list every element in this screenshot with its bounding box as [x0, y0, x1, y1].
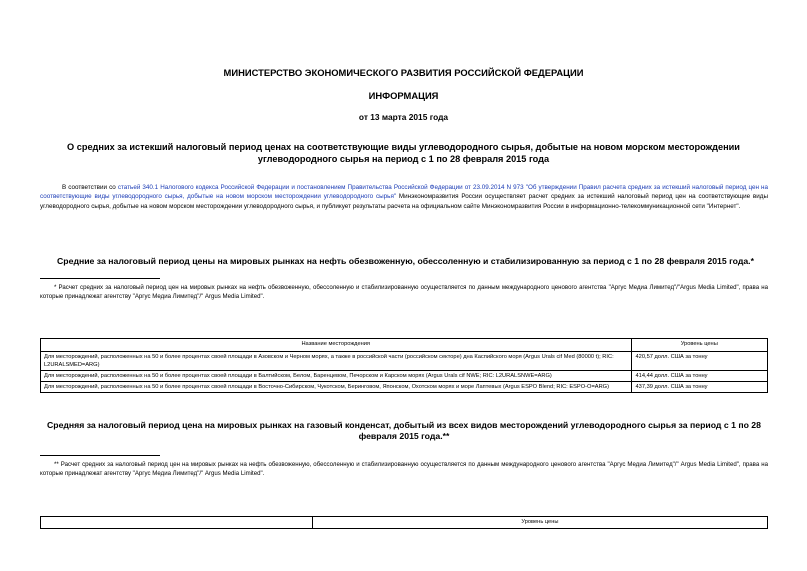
- field-name-cell: Для месторождений, расположенных на 50 и более процентах своей площади в Азовском и Черном морях, а также в российской части (российском секторе) дна Каспийского моря (Argus Urals cif Med (80000 t); RIC: L2URALSMED=ARG): [41, 352, 632, 371]
- table-row: [41, 382, 768, 393]
- column-header-empty: [41, 517, 313, 529]
- oil-footnote: * Расчет средних за налоговый период цен на мировых рынках на нефть обезвоженную, обессоленную и стабилизированную осуществляется по данным международного ценового агентства "Аргус Медиа Лимитед"/"Argus Media Limited", права на которые принадлежат агентству "Аргус Медиа Лимитед"/" Argus Media Limited".: [40, 284, 768, 301]
- footnote-divider: [40, 455, 160, 456]
- oil-section-heading: Средние за налоговый период цены на мировых рынках на нефть обезвоженную, обессоленную и стабилизированную за период с 1 по 28 февраля 2015 года.*: [57, 256, 754, 266]
- column-header-price: Уровень цены: [312, 517, 767, 529]
- table-row: [41, 352, 768, 371]
- field-name-cell: Для месторождений, расположенных на 50 и более процентах своей площади в Восточно-Сибирском, Чукотском, Беринговом, Японском, Охотском морях и море Лаптевых (Argus ESPO Blend; RIC: ESPO-O=ARG): [41, 382, 632, 393]
- intro-before: В соответствии со: [62, 184, 118, 191]
- intro-after: Минэкономразвития России осуществляет расчет средних за истекший налоговый период цен на соответствующие виды углеводородного сырья, добытые на новом морском месторождении углеводородного сырья, и публикует результаты расчета на официальном сайте Минэкономразвития России в информационно-телекоммуникационной сети "Интернет".: [40, 193, 768, 210]
- price-cell: 420,57 долл. США за тонну: [631, 352, 768, 371]
- intro-paragraph: [40, 183, 768, 211]
- condensate-section-heading: Средняя за налоговый период цена на мировых рынках на газовый конденсат, добытый из всех видов месторождений углеводородного сырья за период с 1 по 28 февраля 2015 года.**: [47, 420, 761, 441]
- table-header-row: [41, 339, 768, 352]
- column-header-price: Уровень цены: [631, 339, 768, 352]
- price-cell: 437,39 долл. США за тонну: [631, 382, 768, 393]
- document-type: ИНФОРМАЦИЯ: [368, 90, 439, 101]
- price-cell: 414,44 долл. США за тонну: [631, 371, 768, 382]
- ministry-title: МИНИСТЕРСТВО ЭКОНОМИЧЕСКОГО РАЗВИТИЯ РОССИЙСКОЙ ФЕДЕРАЦИИ: [223, 67, 584, 78]
- condensate-footnote: ** Расчет средних за налоговый период цен на мировых рынках на нефть обезвоженную, обессоленную и стабилизированную осуществляется по данным международного ценового агентства "Аргус Медиа Лимитед"/" Argus Media Limited", права на которые принадлежат агентству "Аргус Медиа Лимитед"/" Argus Media Limited".: [40, 461, 768, 478]
- table-header-row: [41, 517, 768, 529]
- column-header-field-name: Название месторождения: [41, 339, 632, 352]
- document-date: от 13 марта 2015 года: [358, 112, 449, 122]
- table-row: [41, 371, 768, 382]
- document-title: О средних за истекший налоговый период ценах на соответствующие виды углеводородного сырья, добытые на новом морском месторождении углеводородного сырья на период с 1 по 28 февраля 2015 года: [67, 142, 740, 164]
- condensate-price-table: [40, 516, 768, 529]
- field-name-cell: Для месторождений, расположенных на 50 и более процентах своей площади в Балтийском, Белом, Баренцевом, Печорском и Карском морях (Argus Urals cif NWE; RIC: L2URALSNWE=ARG): [41, 371, 632, 382]
- legal-reference-link[interactable]: статьей 340.1 Налогового кодекса Российской Федерации и постановлением Правительства Российской Федерации от 23.09.2014 N 973 "Об утверждении Правил расчета средних за истекший налоговый период цен на соответствующие виды углеводородного сырья, добытые на новом морском месторождении углеводородного сырья": [40, 184, 768, 201]
- footnote-divider: [40, 278, 160, 279]
- oil-price-table: [40, 338, 768, 393]
